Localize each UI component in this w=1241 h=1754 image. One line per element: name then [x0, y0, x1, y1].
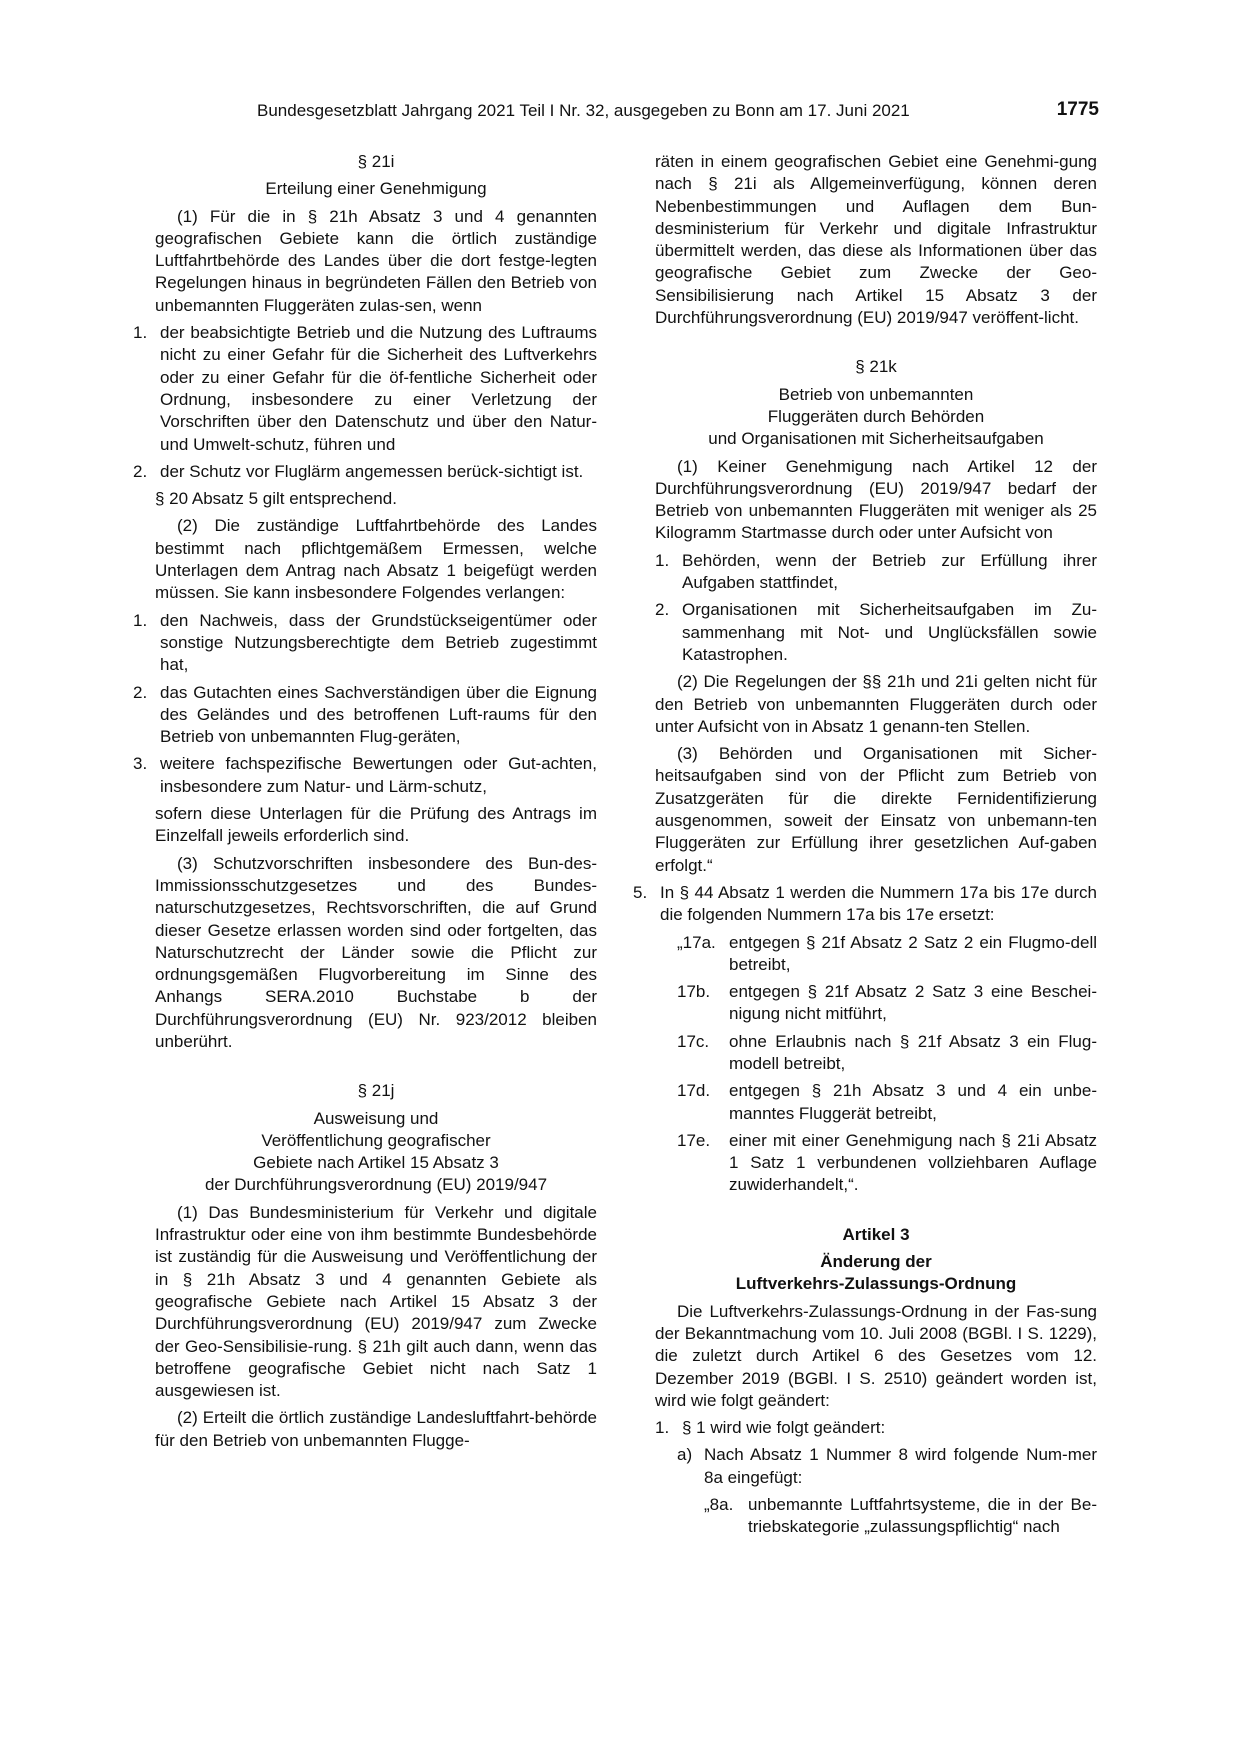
list-item-number: 1. — [655, 550, 670, 570]
section-21i-title: Erteilung einer Genehmigung — [265, 179, 487, 199]
sublist-item-text: entgegen § 21f Absatz 2 Satz 2 ein Flugmo-dell betreibt, — [729, 932, 1097, 974]
list-item — [133, 682, 597, 749]
list-item-number: 3. — [133, 754, 148, 774]
page-number: 1775 — [1056, 99, 1099, 120]
nested-sublist — [677, 1494, 1097, 1539]
sublist-item — [677, 1080, 1097, 1125]
section-21i-heading: § 21i — [357, 152, 395, 171]
sublist-item — [677, 932, 1097, 977]
list-item-number: 1. — [133, 610, 148, 630]
article-3-heading: Artikel 3 — [842, 1224, 910, 1244]
sublist-item-number: 17c. — [677, 1031, 710, 1051]
list-item-number: 2. — [655, 600, 670, 620]
list-item-number: 5. — [633, 882, 648, 902]
paragraph-21j-1: (1) Das Bundesministerium für Verkehr und digitale Infrastruktur oder eine von ihm bestimmte Bundesbehörde ist zuständig für die Ausweisung und Veröffentlichung der in § 21h Absatz 3 und 4 genannten Gebiete als geografische Gebiete nach Artikel 15 Absatz 3 der Durchführungsverordnung (EU) 2019/947 zum Zwecke der Geo-Sensibilisie-rung. § 21h gilt auch dann, wenn das betroffene geografische Gebiet nicht nach Satz 1 ausgewiesen ist. — [155, 1202, 597, 1401]
list-item-text: § 1 wird wie folgt geändert: — [682, 1418, 886, 1438]
paragraph-21i-3: (3) Schutzvorschriften insbesondere des Bun-des-Immissionsschutzgesetzes und des Bundes-naturschutzgesetzes, Rechtsvorschriften, die auf Grund dieser Gesetze erlassen worden sind oder fortgelten, das Naturschutzrecht der Länder sowie die Pflicht zur ordnungsgemäßen Flugvorbereitung im Sinne des Anhangs SERA.2010 Buchstabe b der Durchführungsverordnung (EU) Nr. 923/2012 bleiben unberührt. — [155, 853, 597, 1051]
list-item — [133, 753, 597, 798]
sublist-item — [677, 1130, 1097, 1197]
list-item-5 — [633, 882, 1097, 927]
list-item-text: weitere fachspezifische Bewertungen oder Gut-achten, insbesondere zum Natur- und Lärm-schutz, — [160, 754, 597, 796]
section-21j-title-line: Ausweisung und — [313, 1108, 439, 1128]
paragraph-21k-1: (1) Keiner Genehmigung nach Artikel 12 der Durchführungsverordnung (EU) 2019/947 bedarf der Betrieb von unbemannten Fluggeräten mit weniger als 25 Kilogramm Startmasse durch oder unter Aufsicht von — [655, 456, 1097, 543]
nested-sublist-item — [704, 1494, 1097, 1539]
list-item-text: Behörden, wenn der Betrieb zur Erfüllung ihrer Aufgaben stattfindet, — [682, 550, 1097, 593]
sublist — [655, 932, 1097, 1197]
sublist — [655, 1444, 1097, 1538]
paragraph-21i-1: (1) Für die in § 21h Absatz 3 und 4 genannten geografischen Gebiete kann die örtlich zuständige Luftfahrtbehörde des Landes über die dort festge-legten Regelungen hinaus in begründeten Fällen den Betrieb von unbemannten Fluggeräten zulas-sen, wenn — [155, 206, 597, 315]
running-title: Bundesgesetzblatt Jahrgang 2021 Teil I Nr. 32, ausgegeben zu Bonn am 17. Juni 2021 — [257, 101, 910, 120]
list-item — [133, 610, 597, 677]
nested-sublist-item-number: „8a. — [704, 1495, 734, 1515]
section-21j-title-line: Gebiete nach Artikel 15 Absatz 3 — [253, 1153, 499, 1173]
nested-sublist-item-text: unbemannte Luftfahrtsysteme, die in der Be-triebskategorie „zulassungspflichtig“ nach — [748, 1495, 1097, 1537]
section-21k-title-line: Betrieb von unbemannten — [778, 384, 974, 404]
paragraph-21i-2: (2) Die zuständige Luftfahrtbehörde des Landes bestimmt nach pflichtgemäßem Ermessen, welche Unterlagen dem Antrag nach Absatz 1 beigefügt werden müssen. Sie kann insbesondere Folgendes verlangen: — [155, 516, 597, 603]
list-item-text: der beabsichtigte Betrieb und die Nutzung des Luftraums nicht zu einer Gefahr für die Sicherheit des Luftverkehrs oder zu einer Gefahr für die öf-fentliche Sicherheit oder Ordnung, insbesondere zu einer Verletzung der Vorschriften über den Datenschutz und über den Natur- und Umwelt-schutz, führen und — [160, 323, 597, 454]
sublist-item-number: 17b. — [677, 982, 711, 1002]
list-item-text: den Nachweis, dass der Grundstückseigentümer oder sonstige Nutzungsberechtigte dem Betrieb zugestimmt hat, — [160, 610, 597, 675]
sublist-item — [677, 1031, 1097, 1076]
list-item-text: Organisationen mit Sicherheitsaufgaben im Zu-sammenhang mit Not- und Unglücksfällen sowie Katastrophen. — [682, 600, 1097, 664]
list-item-text: der Schutz vor Fluglärm angemessen berück-sichtigt ist. — [160, 461, 584, 481]
sublist-item — [677, 981, 1097, 1026]
left-column — [133, 151, 597, 1457]
list-item — [655, 599, 1097, 666]
paragraph-21j-2: (2) Erteilt die örtlich zuständige Landesluftfahrt-behörde für den Betrieb von unbemannten Flugge- — [155, 1408, 597, 1450]
sublist-item-text: entgegen § 21f Absatz 2 Satz 3 eine Beschei-nigung nicht mitführt, — [729, 982, 1097, 1024]
list-item-number: 1. — [655, 1418, 670, 1438]
sublist-item-number: 17e. — [677, 1130, 711, 1150]
paragraph-21i-2-tail: sofern diese Unterlagen für die Prüfung des Antrags im Einzelfall jeweils erforderlich sind. — [155, 804, 597, 846]
section-21j-heading: § 21j — [357, 1081, 395, 1101]
list-item — [133, 322, 597, 456]
list-item-number: 2. — [133, 682, 148, 702]
sublist-item-number: „17a. — [677, 932, 716, 952]
paragraph-21k-2: (2) Die Regelungen der §§ 21h und 21i gelten nicht für den Betrieb von unbemannten Fluggeräten durch oder unter Aufsicht von in Absatz 1 genann-ten Stellen. — [655, 672, 1097, 736]
list-item-text: In § 44 Absatz 1 werden die Nummern 17a bis 17e durch die folgenden Nummern 17a bis 17e ersetzt: — [660, 882, 1097, 925]
list-item — [133, 461, 597, 483]
section-21k-title-line: Fluggeräten durch Behörden — [767, 406, 985, 426]
paragraph-21j-2-continued: räten in einem geografischen Gebiet eine Genehmi-gung nach § 21i als Allgemeinverfügung, können deren Nebenbestimmungen und Auflagen dem Bun-desministerium für Verkehr und digitale Infrastruktur übermittelt werden, das diese als Informationen über das geografische Gebiet zum Zwecke der Geo-Sensibilisierung nach Artikel 15 Absatz 3 der Durchführungsverordnung (EU) 2019/947 veröffent-licht. — [655, 152, 1097, 328]
list-item-number: 1. — [133, 323, 148, 343]
page-header — [257, 99, 1099, 125]
list-item-number: 2. — [133, 461, 148, 481]
sublist-item-letter: a) — [677, 1445, 693, 1465]
list-item-text: das Gutachten eines Sachverständigen über die Eignung des Geländes und des betroffenen Luft-raums für den Betrieb von unbemannten Flug-geräten, — [160, 682, 597, 747]
sublist-item-text: ohne Erlaubnis nach § 21f Absatz 3 ein Flug-modell betreibt, — [729, 1031, 1097, 1073]
section-21k-heading: § 21k — [855, 357, 897, 377]
article-3-title-line: Luftverkehrs-Zulassungs-Ordnung — [735, 1274, 1017, 1294]
sublist-item-text: einer mit einer Genehmigung nach § 21i Absatz 1 Satz 1 verbundenen vollziehbaren Auflage zuwiderhandelt,“. — [729, 1130, 1097, 1195]
sublist-item — [677, 1444, 1097, 1489]
sublist-item-text: Nach Absatz 1 Nummer 8 wird folgende Num-mer 8a eingefügt: — [704, 1445, 1097, 1487]
article-3-title-line: Änderung der — [820, 1252, 932, 1272]
list-item — [655, 550, 1097, 595]
section-21k-title-line: und Organisationen mit Sicherheitsaufgaben — [708, 429, 1044, 449]
right-column — [633, 151, 1097, 1544]
section-21j-title-line: Veröffentlichung geografischer — [261, 1130, 491, 1150]
paragraph-article-3-intro: Die Luftverkehrs-Zulassungs-Ordnung in der Fas-sung der Bekanntmachung vom 10. Juli 2008 (BGBl. I S. 1229), die zuletzt durch Artikel 6 des Gesetzes vom 12. Dezember 2019 (BGBl. I S. 2510) geändert worden ist, wird wie folgt geändert: — [655, 1301, 1097, 1410]
paragraph-21k-3: (3) Behörden und Organisationen mit Sicher-heitsaufgaben sind von der Pflicht zum Betrieb von Zusatzgeräten für die direkte Fernidentifizierung ausgenommen, soweit der Einsatz von unbemann-ten Fluggeräten zur Erfüllung ihrer gesetzlichen Auf-gaben erfolgt.“ — [655, 744, 1097, 875]
paragraph-21i-1-tail: § 20 Absatz 5 gilt entsprechend. — [155, 489, 397, 509]
section-21j-title-line: der Durchführungsverordnung (EU) 2019/947 — [204, 1175, 548, 1195]
sublist-item-text: entgegen § 21h Absatz 3 und 4 ein unbe-manntes Fluggerät betreibt, — [729, 1081, 1097, 1123]
sublist-item-number: 17d. — [677, 1081, 711, 1101]
list-item — [655, 1417, 1097, 1439]
